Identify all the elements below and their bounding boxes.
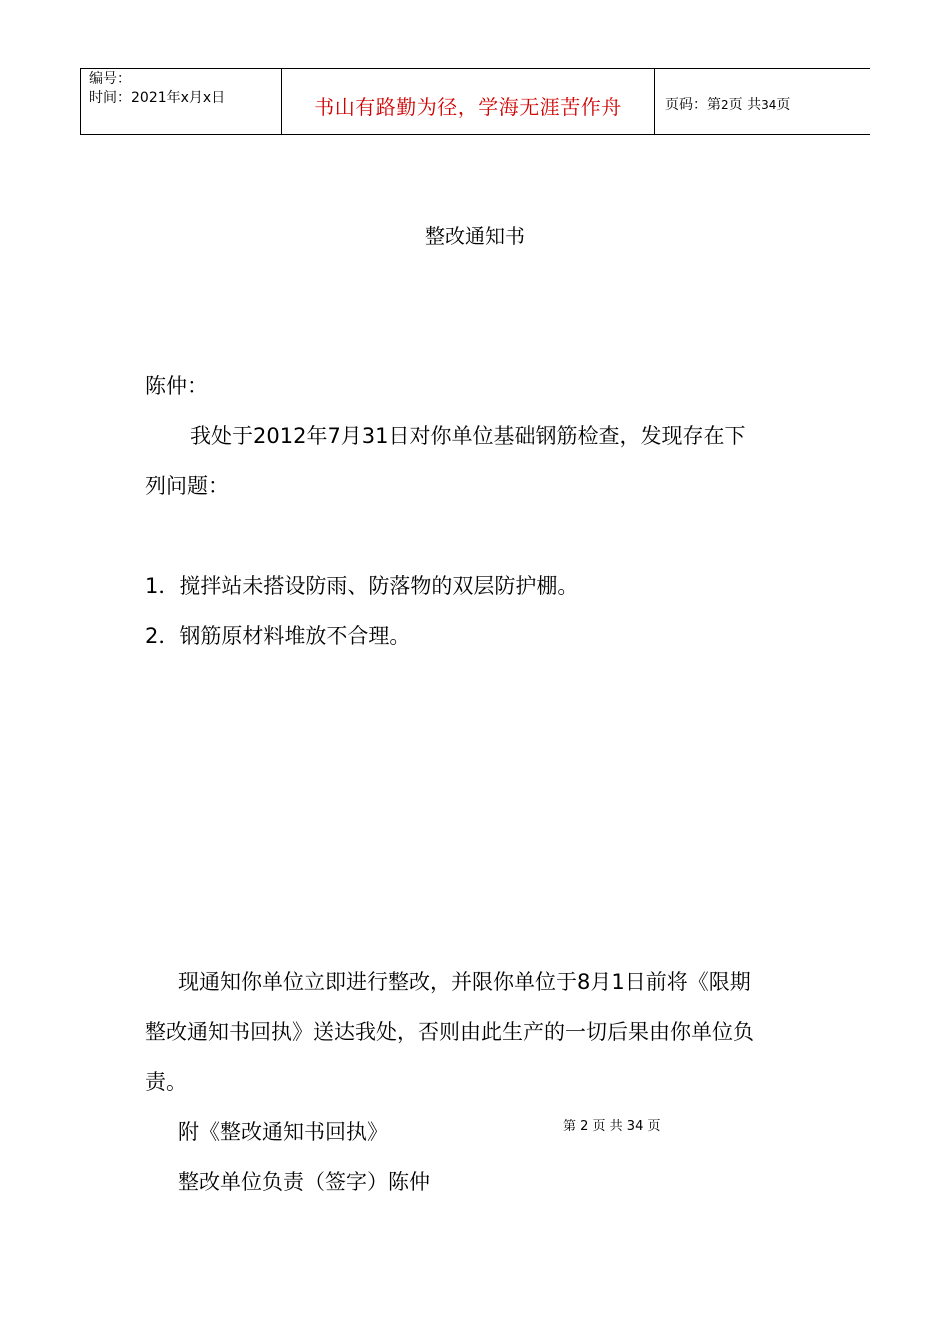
addressee: 陈仲： xyxy=(145,374,208,398)
issue-item-1: 1．搅拌站未搭设防雨、防落物的双层防护棚。 xyxy=(145,574,579,598)
footer-page-number: 第 2 页 共 34 页 xyxy=(563,1119,661,1134)
header-meta-cell xyxy=(81,69,282,134)
page-code-mid: 页 共 xyxy=(728,97,762,113)
page-code-total: 34 xyxy=(761,98,777,112)
signature-line: 整改单位负责（签字）陈仲 xyxy=(178,1170,430,1194)
page-code-number: 2 xyxy=(721,98,729,112)
paragraph-2-line-1: 现通知你单位立即进行整改，并限你单位于8月1日前将《限期 xyxy=(178,970,751,994)
document-title: 整改通知书 xyxy=(425,224,525,248)
motto-text: 书山有路勤为径，学海无涯苦作舟 xyxy=(314,95,622,119)
serial-number-label: 编号： xyxy=(89,71,131,87)
document-header xyxy=(80,68,870,135)
paragraph-2-line-2: 整改通知书回执》送达我处，否则由此生产的一切后果由你单位负 xyxy=(145,1020,754,1044)
header-page-cell xyxy=(655,69,871,134)
page-code-suffix: 页 xyxy=(776,97,791,113)
paragraph-1-line-2: 列问题： xyxy=(145,474,229,498)
paragraph-2-line-3: 责。 xyxy=(145,1070,187,1094)
page-code-prefix: 页码：第 xyxy=(665,97,721,113)
attachment-line: 附《整改通知书回执》 xyxy=(178,1120,388,1144)
page-code xyxy=(665,94,790,114)
header-motto-cell xyxy=(282,69,655,134)
paragraph-1-line-1: 我处于2012年7月31日对你单位基础钢筋检查，发现存在下 xyxy=(190,424,746,448)
issue-item-2: 2．钢筋原材料堆放不合理。 xyxy=(145,624,411,648)
time-label: 时间：2021年x月x日 xyxy=(89,90,226,106)
